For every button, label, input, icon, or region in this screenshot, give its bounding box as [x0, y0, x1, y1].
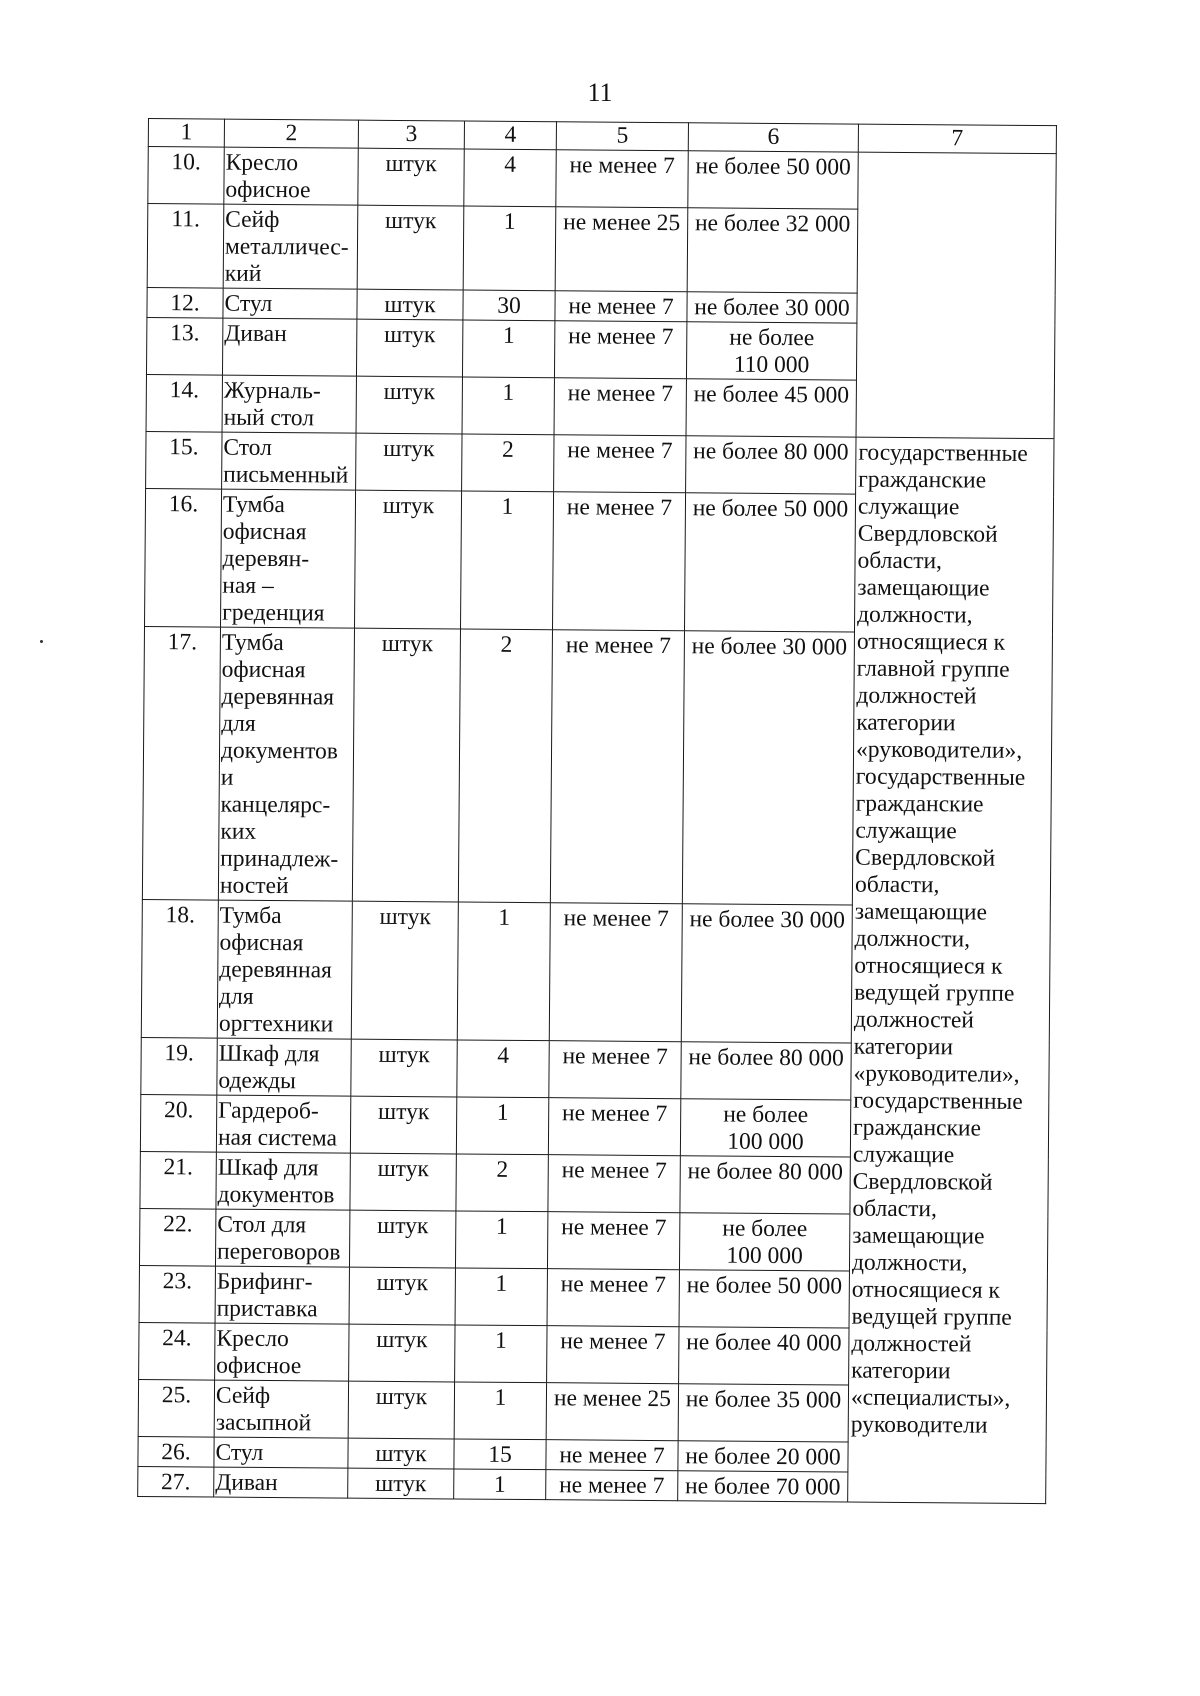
item-name-cell: Шкаф для документов — [216, 1152, 350, 1210]
row-number-cell: 10. — [148, 147, 224, 205]
unit-cell: штук — [351, 901, 458, 1040]
row-number-cell: 21. — [140, 1151, 216, 1209]
unit-cell: штук — [354, 490, 461, 629]
row-number-cell: 17. — [142, 626, 220, 900]
header-col-1: 1 — [148, 119, 224, 148]
header-col-7: 7 — [858, 124, 1056, 154]
service-life-cell: не менее 7 — [549, 903, 682, 1042]
item-name-cell: Шкаф для одежды — [217, 1038, 351, 1096]
row-number-cell: 25. — [138, 1379, 214, 1437]
unit-cell: штук — [352, 628, 460, 902]
row-number-cell: 12. — [147, 287, 223, 318]
quantity-cell: 1 — [462, 320, 554, 378]
item-name-cell: Гардероб- ная система — [216, 1095, 350, 1153]
price-limit-cell: не более 50 000 — [688, 151, 858, 209]
service-life-cell: не менее 25 — [555, 207, 688, 292]
row-number-cell: 16. — [145, 488, 222, 627]
service-life-cell: не менее 7 — [554, 378, 686, 436]
item-name-cell: Стол для переговоров — [215, 1209, 349, 1267]
quantity-cell: 2 — [456, 1154, 548, 1212]
quantity-cell: 1 — [455, 1325, 547, 1383]
unit-cell: штук — [356, 376, 462, 434]
row-number-cell: 19. — [141, 1037, 217, 1095]
price-limit-cell: не более 80 000 — [686, 436, 856, 494]
row-number-cell: 24. — [139, 1322, 215, 1380]
unit-cell: штук — [356, 319, 462, 377]
table-body — [138, 147, 1057, 1504]
price-limit-cell: не более 30 000 — [682, 631, 854, 905]
row-number-cell: 18. — [141, 899, 218, 1038]
unit-cell: штук — [356, 433, 462, 491]
service-life-cell: не менее 7 — [554, 321, 686, 379]
price-limit-cell: не более 50 000 — [684, 493, 855, 632]
header-col-5: 5 — [556, 122, 688, 151]
service-life-cell: не менее 7 — [549, 1041, 681, 1099]
quantity-cell: 30 — [463, 290, 555, 321]
service-life-cell: не менее 7 — [546, 1470, 678, 1501]
service-life-cell: не менее 7 — [552, 492, 685, 631]
service-life-cell: не менее 7 — [546, 1440, 678, 1471]
item-name-cell: Журналь- ный стол — [222, 375, 356, 433]
price-limit-cell: не более 35 000 — [678, 1384, 848, 1442]
unit-cell: штук — [349, 1324, 455, 1382]
price-limit-cell: не более 110 000 — [686, 322, 856, 380]
unit-cell: штук — [349, 1267, 455, 1325]
item-name-cell: Стул — [223, 288, 357, 319]
row-number-cell: 27. — [138, 1466, 214, 1497]
item-name-cell: Сейф засыпной — [214, 1380, 348, 1438]
category-cell-empty — [856, 152, 1056, 439]
unit-cell: штук — [357, 205, 464, 290]
service-life-cell: не менее 7 — [555, 291, 687, 322]
price-limit-cell: не более 50 000 — [679, 1270, 849, 1328]
quantity-cell: 2 — [458, 629, 552, 903]
item-name-cell: Кресло офисное — [224, 147, 358, 205]
row-number-cell: 14. — [146, 374, 222, 432]
unit-cell: штук — [351, 1039, 457, 1097]
item-name-cell: Кресло офисное — [215, 1323, 349, 1381]
price-limit-cell: не более 32 000 — [687, 208, 858, 293]
item-name-cell: Тумба офисная деревянная для документов и канцелярс- ких принадлеж- ностей — [218, 627, 354, 901]
price-limit-cell: не более 45 000 — [686, 379, 856, 437]
price-limit-cell: не более 100 000 — [679, 1213, 849, 1271]
header-col-2: 2 — [224, 119, 358, 148]
price-limit-cell: не более 100 000 — [680, 1099, 850, 1157]
quantity-cell: 15 — [454, 1439, 546, 1470]
quantity-cell: 1 — [462, 377, 554, 435]
employee-category-cell: государственные гражданские служащие Свердловской области, замещающие должности, относящиеся к главной группе должностей категории «руководители», государственные гражданские служащие Свердловской области, замещающие должности, относящиеся к ведущей группе должностей категории «руководители», государственные гражданские служащие Свердловской области, замещающие должности, относящиеся к ведущей группе должностей категории «специалисты», руководители — [848, 437, 1054, 1504]
row-number-cell: 22. — [139, 1208, 215, 1266]
quantity-cell: 1 — [456, 1097, 548, 1155]
service-life-cell: не менее 7 — [547, 1269, 679, 1327]
item-name-cell: Брифинг- приставка — [215, 1266, 349, 1324]
table-row — [148, 147, 1056, 211]
service-life-cell: не менее 7 — [556, 150, 688, 208]
quantity-cell: 4 — [464, 149, 556, 207]
item-name-cell: Тумба офисная деревян- ная – греденция — [221, 489, 356, 628]
unit-cell: штук — [348, 1381, 454, 1439]
quantity-cell: 4 — [457, 1040, 549, 1098]
row-number-cell: 20. — [140, 1094, 216, 1152]
price-limit-cell: не более 20 000 — [678, 1441, 848, 1472]
item-name-cell: Стул — [214, 1437, 348, 1468]
price-limit-cell: не более 70 000 — [678, 1471, 848, 1502]
price-limit-cell: не более 80 000 — [680, 1156, 850, 1214]
service-life-cell: не менее 7 — [547, 1212, 679, 1270]
item-name-cell: Тумба офисная деревянная для оргтехники — [217, 900, 352, 1039]
quantity-cell: 1 — [455, 1268, 547, 1326]
item-name-cell: Диван — [214, 1467, 348, 1498]
price-limit-cell: не более 30 000 — [681, 904, 852, 1043]
quantity-cell: 2 — [462, 434, 554, 492]
service-life-cell: не менее 25 — [546, 1383, 678, 1441]
unit-cell: штук — [348, 1438, 454, 1469]
price-limit-cell: не более 80 000 — [681, 1042, 851, 1100]
header-col-6: 6 — [688, 123, 858, 152]
table-row — [146, 431, 1054, 495]
row-number-cell: 13. — [146, 317, 222, 375]
service-life-cell: не менее 7 — [548, 1098, 680, 1156]
item-name-cell: Стол письменный — [222, 432, 356, 490]
service-life-cell: не менее 7 — [554, 435, 686, 493]
header-col-3: 3 — [358, 120, 464, 149]
price-limit-cell: не более 40 000 — [679, 1327, 849, 1385]
row-number-cell: 11. — [147, 204, 224, 289]
service-life-cell: не менее 7 — [550, 630, 684, 904]
header-col-4: 4 — [464, 121, 556, 150]
row-number-cell: 23. — [139, 1265, 215, 1323]
furniture-norms-table — [137, 118, 1057, 1504]
service-life-cell: не менее 7 — [548, 1155, 680, 1213]
service-life-cell: не менее 7 — [547, 1326, 679, 1384]
unit-cell: штук — [350, 1153, 456, 1211]
item-name-cell: Диван — [222, 318, 356, 376]
page-number: 11 — [587, 78, 613, 107]
unit-cell: штук — [348, 1468, 454, 1499]
item-name-cell: Сейф металличес- кий — [223, 204, 358, 289]
row-number-cell: 15. — [146, 431, 222, 489]
unit-cell: штук — [350, 1096, 456, 1154]
quantity-cell: 1 — [454, 1469, 546, 1500]
unit-cell: штук — [357, 289, 463, 320]
quantity-cell: 1 — [455, 1211, 547, 1269]
unit-cell: штук — [349, 1210, 455, 1268]
price-limit-cell: не более 30 000 — [687, 292, 857, 323]
row-number-cell: 26. — [138, 1436, 214, 1467]
unit-cell: штук — [358, 148, 464, 206]
quantity-cell: 1 — [457, 902, 550, 1041]
quantity-cell: 1 — [460, 491, 553, 630]
quantity-cell: 1 — [463, 206, 556, 291]
scan-speck — [40, 640, 43, 643]
quantity-cell: 1 — [454, 1382, 546, 1440]
